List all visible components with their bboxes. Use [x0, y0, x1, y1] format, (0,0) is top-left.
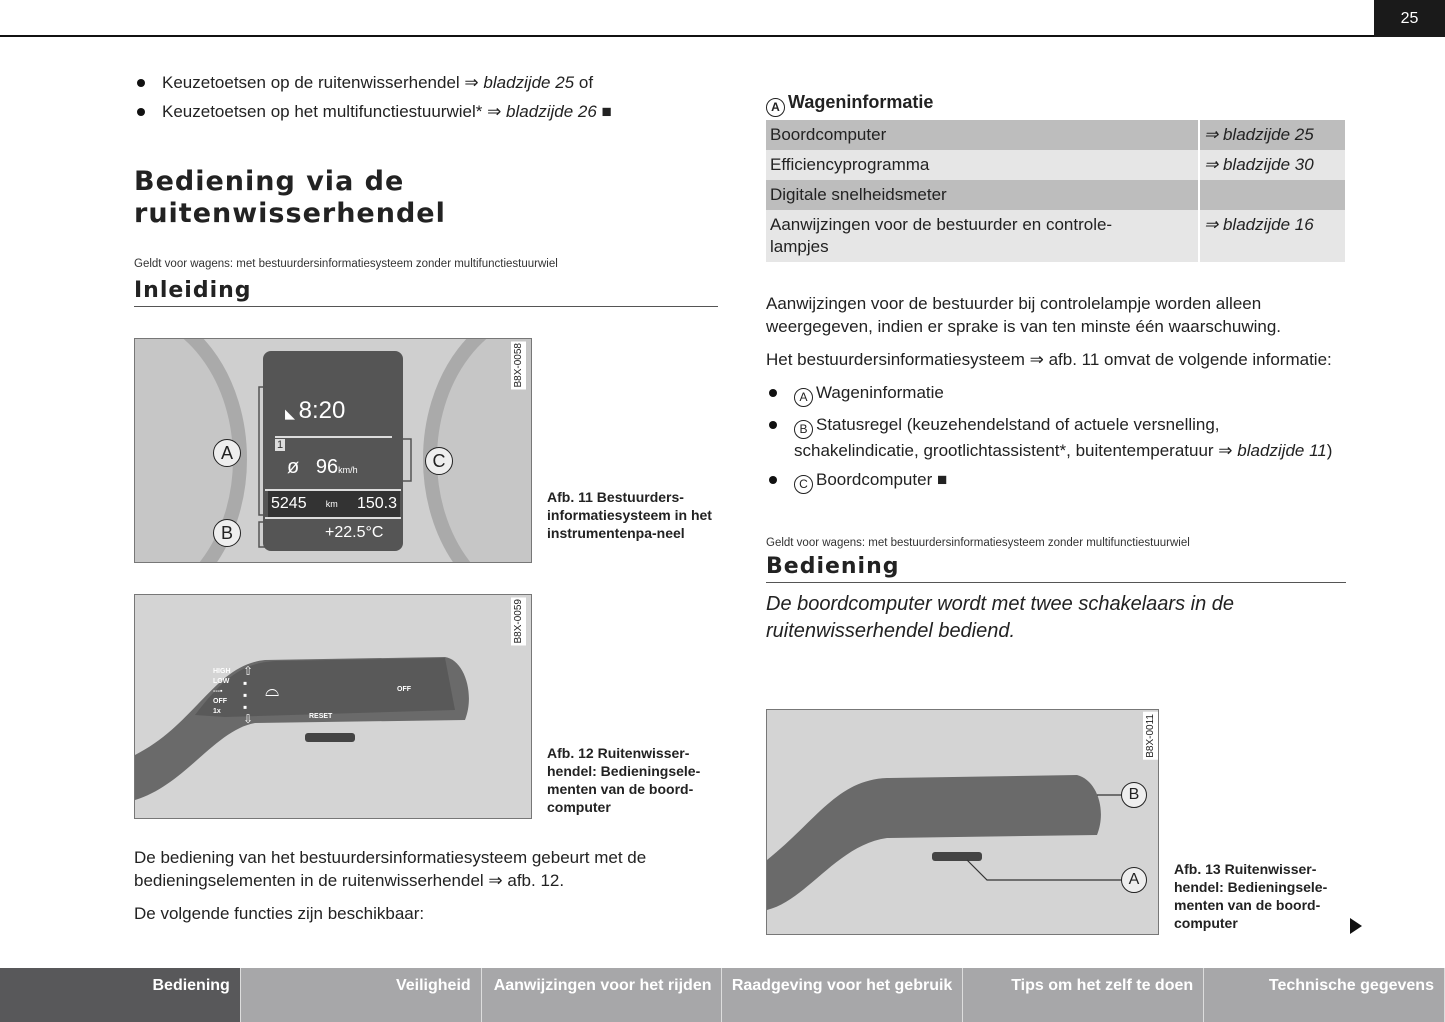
left-body — [134, 846, 724, 925]
text: Keuzetoetsen op het multifunctiestuurwiel* ⇒ — [162, 102, 507, 121]
text: ■ — [596, 102, 612, 121]
nav-tab-veiligheid[interactable]: Veiligheid — [241, 968, 482, 1022]
badge-a: A — [766, 98, 785, 117]
title-text: Wageninformatie — [788, 92, 934, 112]
paragraph: Het bestuurdersinformatiesysteem ⇒ afb. 11 omvat de volgende informatie: — [766, 350, 1332, 369]
info-list — [766, 381, 1346, 494]
odo-unit: km — [325, 499, 338, 509]
clock: ◣ 8:20 — [285, 397, 346, 424]
text: Keuzetoetsen op de ruitenwisserhendel ⇒ — [162, 73, 484, 92]
text: ) — [1326, 441, 1333, 460]
divider — [134, 306, 718, 307]
nav-tab-bediening[interactable]: Bediening — [0, 968, 241, 1022]
page-link[interactable]: ⇒ bladzijde 30 — [1199, 150, 1345, 180]
list-item — [134, 100, 724, 123]
nav-tab-tips[interactable]: Tips om het zelf te doen — [963, 968, 1204, 1022]
figure-13-lever — [766, 709, 1159, 935]
figure-12-caption — [547, 744, 722, 816]
figure-code: B8X-0011 — [1145, 714, 1156, 758]
figure-11-caption — [547, 488, 719, 542]
cell-label: Aanwijzingen voor de bestuurder en controle-lampjes — [766, 210, 1199, 262]
lever-labels: HIGH LOW ---▪ OFF 1x — [213, 668, 231, 715]
callout-a: A — [213, 439, 241, 467]
table-row — [766, 150, 1345, 180]
callout-b: B — [213, 519, 241, 547]
callout-a: A — [1121, 867, 1147, 893]
lever-illustration — [135, 595, 532, 819]
info-table — [766, 120, 1345, 262]
label-high: HIGH — [213, 668, 231, 675]
figure-13-caption — [1174, 860, 1349, 932]
cell-label: Efficiencyprogramma — [766, 150, 1199, 180]
gear-indicator: 1 — [277, 439, 284, 451]
page-link[interactable]: ⇒ bladzijde 25 — [1199, 120, 1345, 150]
odo-value: 5245 — [271, 495, 307, 512]
divider — [766, 582, 1346, 583]
header-rule — [0, 35, 1445, 37]
time-readout: 8:20 — [298, 397, 346, 424]
paragraph: Aanwijzingen voor de bestuurder bij controlelampje worden alleen weergegeven, indien er sprake is van ten minste één waarschuwing. — [766, 294, 1282, 336]
label-off: OFF — [213, 698, 227, 705]
subsection-title: Inleiding — [134, 278, 252, 303]
caption-text: Ruitenwisser-hendel: Bedieningsele-menten van de boord-computer — [547, 745, 701, 815]
odometer — [268, 491, 400, 517]
paragraph: De bediening van het bestuurdersinformatiesysteem gebeurt met de bedieningselementen in de ruitenwisserhendel ⇒ afb. 12. — [134, 848, 647, 890]
caption-text: Ruitenwisser-hendel: Bedieningsele-menten van de boord-computer — [1174, 861, 1328, 931]
page-link[interactable]: bladzijde 25 — [483, 73, 575, 92]
speed-unit: km/h — [338, 465, 358, 475]
list-item — [766, 381, 1346, 407]
badge-c: C — [794, 475, 813, 494]
lead-text: De boordcomputer wordt met twee schakelaars in de ruitenwisserhendel bediend. — [766, 593, 1235, 642]
page-link[interactable]: bladzijde 11 — [1237, 441, 1327, 460]
cell-label: Boordcomputer — [766, 120, 1199, 150]
chapter-nav — [0, 968, 1445, 1022]
badge-b: B — [794, 420, 813, 439]
intro-bullets — [134, 71, 724, 123]
figure-code: B8X-0058 — [513, 343, 524, 388]
avg-speed — [287, 455, 358, 482]
page-link — [1199, 180, 1345, 210]
list-item — [766, 468, 1346, 494]
figure-12-lever — [134, 594, 532, 819]
temperature: +22.5°C — [325, 524, 384, 541]
section-title: Bediening via de ruitenwisserhendel — [134, 166, 446, 229]
badge-a: A — [794, 388, 813, 407]
table-title — [766, 90, 933, 117]
arrow-up-down-icon: ⇧ ▪ ▪ ▪ ⇩ — [243, 664, 254, 726]
trip-value: 150.3 — [356, 495, 397, 512]
text: of — [574, 73, 594, 92]
nav-tab-technisch[interactable]: Technische gegevens — [1204, 968, 1445, 1022]
caption-number: Afb. 11 — [547, 489, 593, 505]
speed-value: 96 — [315, 456, 339, 478]
applies-note: Geldt voor wagens: met bestuurdersinformatiesysteem zonder multifunctiestuurwiel — [134, 258, 558, 270]
cell-label: Digitale snelheidsmeter — [766, 180, 1199, 210]
caption-number: Afb. 12 — [547, 745, 594, 761]
callout-b: B — [1121, 782, 1147, 808]
callout-c: C — [425, 447, 453, 475]
table-row — [766, 120, 1345, 150]
reset-label: RESET — [309, 713, 333, 720]
page-number: 25 — [1374, 0, 1445, 37]
wiper-icon: ⌓ — [265, 680, 280, 700]
avg-icon: ø — [287, 456, 300, 478]
page-link[interactable]: bladzijde 26 — [506, 102, 597, 121]
right-body — [766, 292, 1346, 645]
figure-code: B8X-0059 — [513, 599, 524, 644]
subsection-title: Bediening — [766, 554, 900, 579]
table-row — [766, 180, 1345, 210]
list-item — [134, 71, 724, 94]
text: Statusregel (keuzehendelstand of actuele versnelling, schakelindicatie, grootlichtassistent*, buitentemperatuur ⇒ — [794, 415, 1238, 460]
text: Wageninformatie — [816, 383, 944, 402]
label-1x: 1x — [213, 708, 221, 715]
list-item — [766, 413, 1346, 462]
caption-number: Afb. 13 — [1174, 861, 1221, 877]
lever-illustration — [767, 710, 1159, 935]
label-low: LOW — [213, 678, 230, 685]
figure-11-display — [134, 338, 532, 563]
page-link[interactable]: ⇒ bladzijde 16 — [1199, 210, 1345, 262]
nav-tab-rijden[interactable]: Aanwijzingen voor het rijden — [482, 968, 723, 1022]
nav-tab-gebruik[interactable]: Raadgeving voor het gebruik — [722, 968, 963, 1022]
off-label: OFF — [397, 686, 411, 693]
applies-note: Geldt voor wagens: met bestuurdersinformatiesysteem zonder multifunctiestuurwiel — [766, 537, 1190, 549]
text: Boordcomputer ■ — [816, 470, 948, 489]
next-page-arrow-icon[interactable] — [1350, 918, 1362, 934]
caption-text: Bestuurders-informatiesysteem in het instrumentenpa-neel — [547, 489, 712, 541]
table-row — [766, 210, 1345, 262]
paragraph: De volgende functies zijn beschikbaar: — [134, 904, 425, 923]
